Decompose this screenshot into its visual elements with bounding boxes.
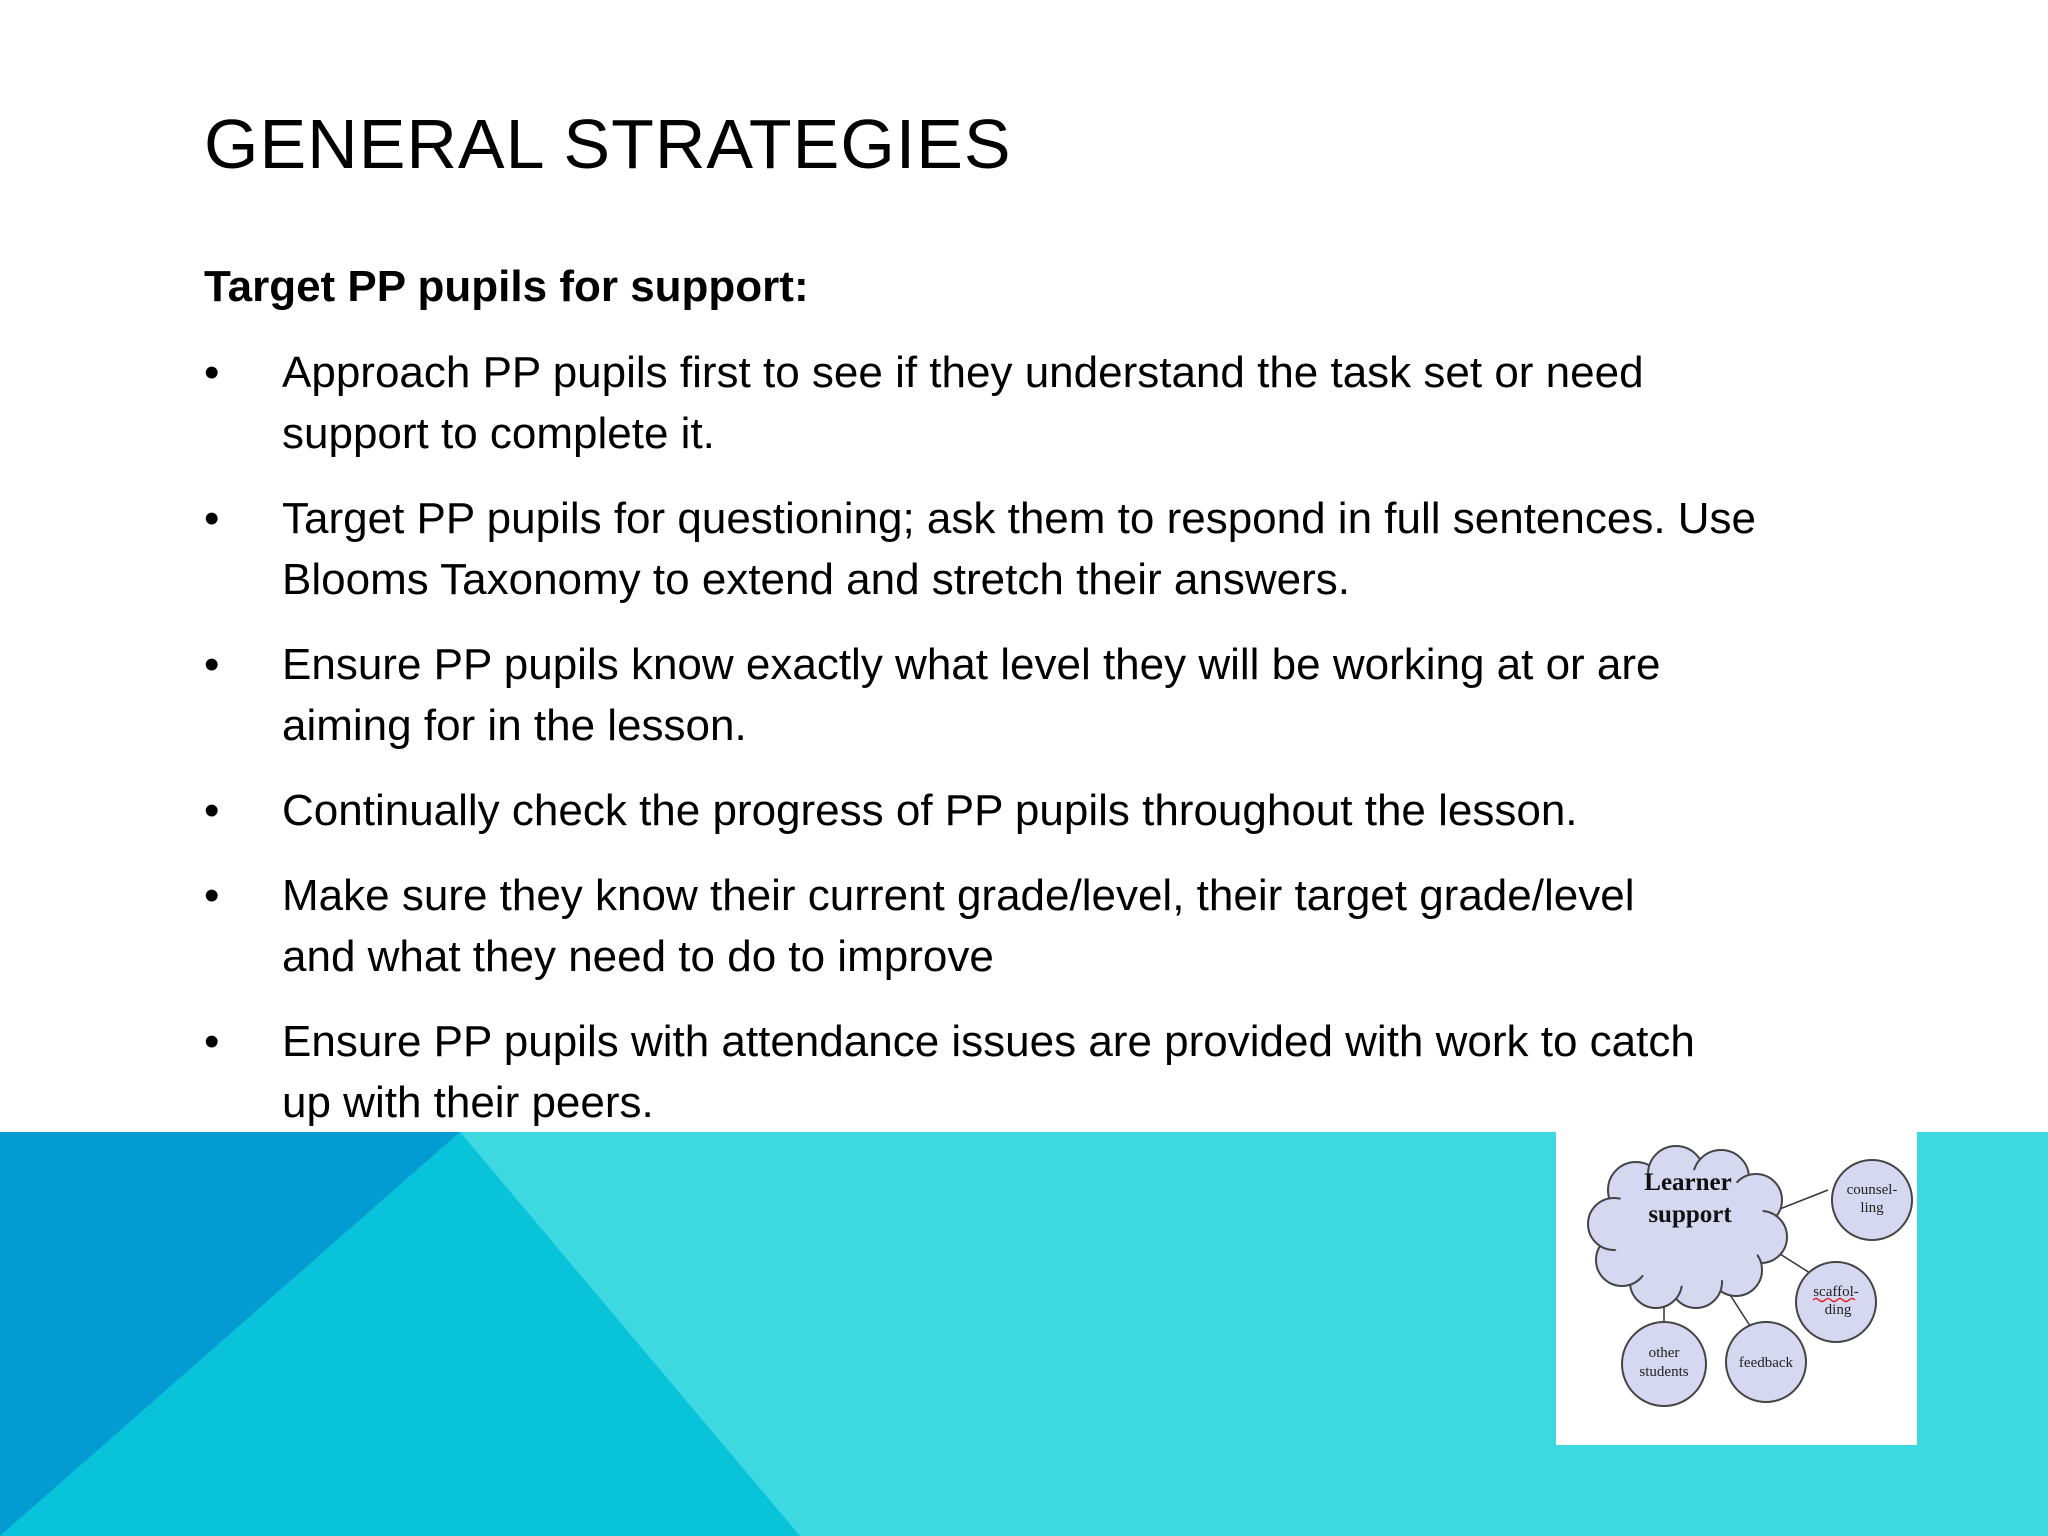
bullet-glyph: • <box>204 871 220 920</box>
bullet-text-line: Make sure they know their current grade/level, their target grade/level <box>282 871 1635 920</box>
bullet-glyph: • <box>204 1017 220 1066</box>
bullet-text-line: Approach PP pupils first to see if they understand the task set or need <box>282 348 1644 397</box>
node-other-students-line1: other <box>1648 1345 1680 1361</box>
bullet-text-line: support to complete it. <box>282 409 715 458</box>
center-label-line2: support <box>1648 1201 1732 1228</box>
node-feedback-label: feedback <box>1738 1355 1794 1371</box>
bullet-item <box>204 634 1904 756</box>
bullet-item <box>204 488 1904 610</box>
slide-title: GENERAL STRATEGIES <box>204 105 1012 183</box>
bullet-glyph: • <box>204 786 220 835</box>
bullet-text-line: Blooms Taxonomy to extend and stretch their answers. <box>282 555 1350 604</box>
bullet-text-line: and what they need to do to improve <box>282 932 994 981</box>
node-scaffolding-line1: scaffol- <box>1813 1284 1859 1300</box>
node-counselling-line2: ling <box>1860 1200 1884 1216</box>
bullet-item <box>204 342 1904 464</box>
bullet-glyph: • <box>204 348 220 397</box>
center-label-line1: Learner <box>1644 1169 1732 1196</box>
bullet-text-line: Target PP pupils for questioning; ask them to respond in full sentences. Use <box>282 494 1757 543</box>
bullet-item <box>204 865 1904 987</box>
node-counselling-line1: counsel- <box>1846 1182 1898 1198</box>
bullet-text-line: up with their peers. <box>282 1078 654 1127</box>
bullet-text-line: aiming for in the lesson. <box>282 701 747 750</box>
bullet-item <box>204 1011 1904 1133</box>
bullet-glyph: • <box>204 640 220 689</box>
node-scaffolding-line2: ding <box>1824 1302 1852 1318</box>
bullet-text-line: Ensure PP pupils know exactly what level they will be working at or are <box>282 640 1661 689</box>
bullet-list <box>204 342 1904 1157</box>
bullet-item <box>204 780 1904 841</box>
learner-support-diagram <box>1556 1132 1917 1445</box>
bullet-text-line: Ensure PP pupils with attendance issues are provided with work to catch <box>282 1017 1695 1066</box>
node-other-students-line2: students <box>1639 1364 1689 1380</box>
slide-subtitle: Target PP pupils for support: <box>204 262 809 311</box>
bullet-text-line: Continually check the progress of PP pupils throughout the lesson. <box>282 786 1578 835</box>
bullet-glyph: • <box>204 494 220 543</box>
